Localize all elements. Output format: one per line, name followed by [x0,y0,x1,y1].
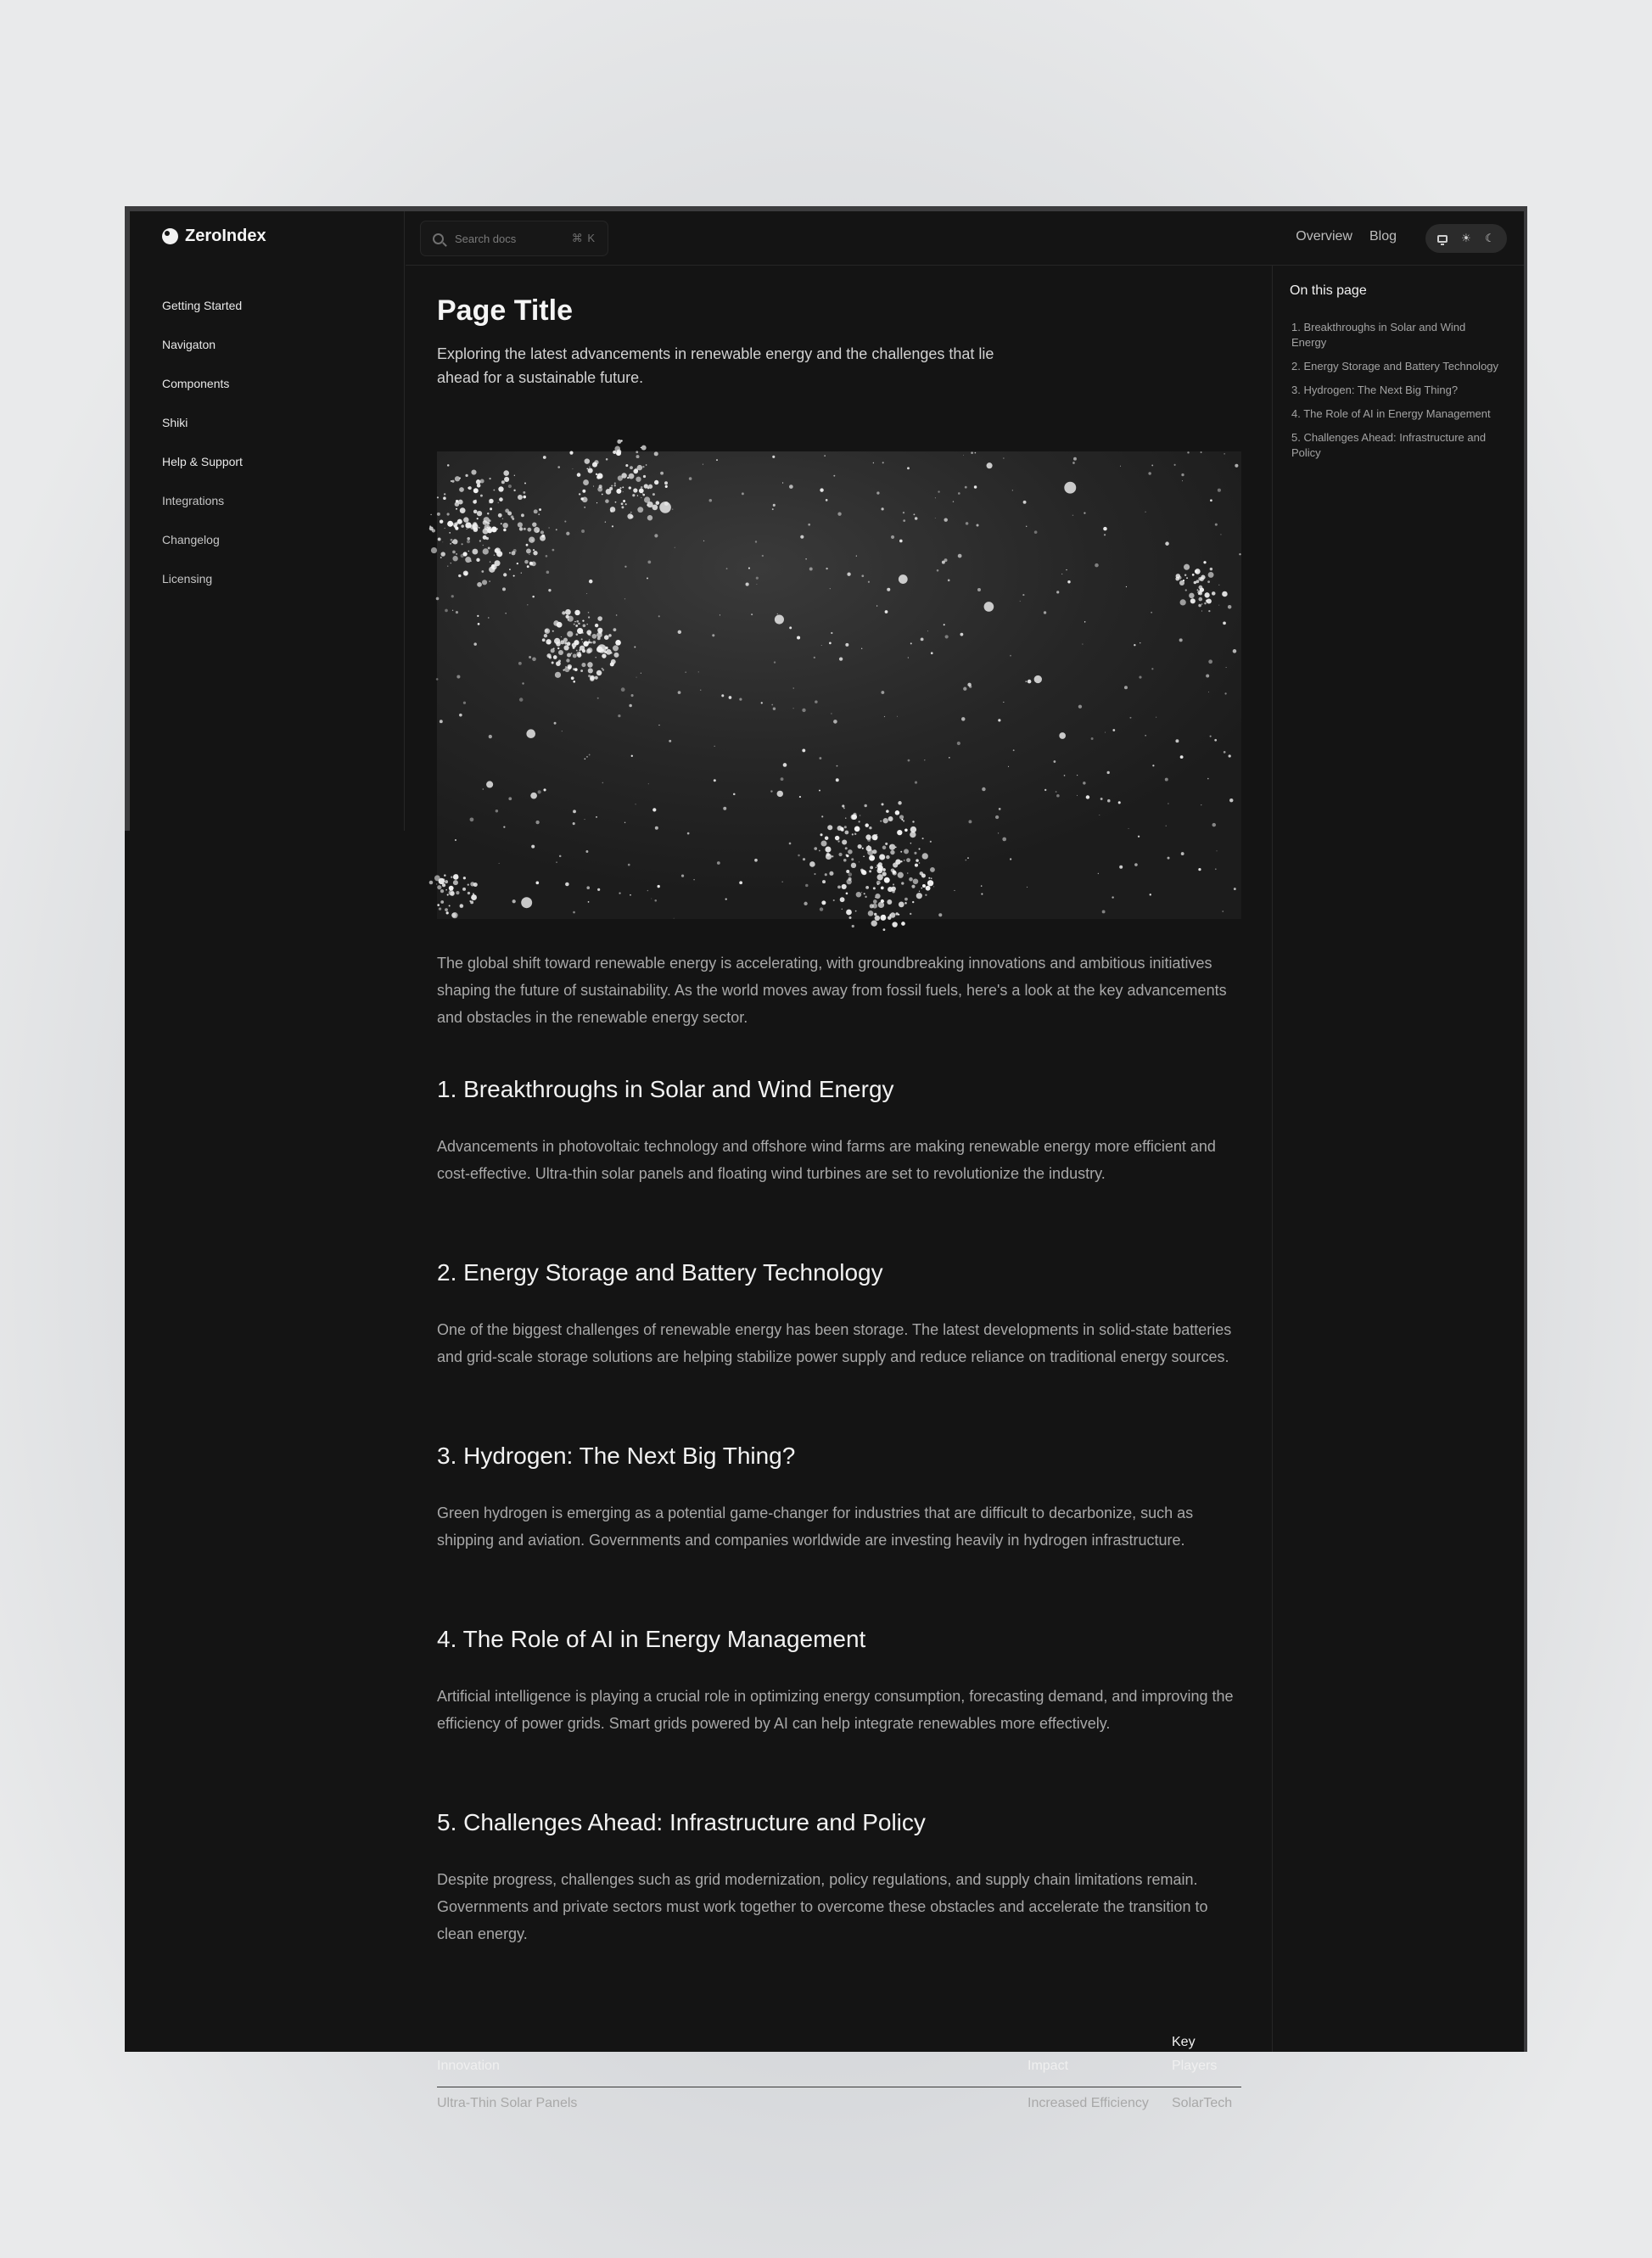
brand-name: ZeroIndex [185,227,266,245]
page-lede: Exploring the latest advancements in renewable energy and the challenges that lie ahead for a sustainable future. [437,345,994,386]
table-of-contents [1272,266,1524,2052]
intro-paragraph: The global shift toward renewable energy is accelerating, with groundbreaking innovations and ambitious initiatives shaping the future of sustainability. As the world moves away from fossil fuels, here's a look at the key advancements and obstacles in the renewable energy sector. [437,955,1227,1026]
moon-icon: ☾ [1485,232,1495,244]
sidebar-item-changelog[interactable]: Changelog [162,533,220,546]
monitor-icon [1437,235,1448,243]
section-heading-5: 5. Challenges Ahead: Infrastructure and Policy [437,1809,926,1835]
table-cell: Increased Efficiency [1028,2096,1149,2110]
sidebar-item-help-support[interactable]: Help & Support [162,455,243,468]
sidebar-item-shiki[interactable]: Shiki [162,416,188,429]
top-nav [1296,229,1397,244]
sidebar-item-components[interactable]: Components [162,377,230,390]
toc-item-3[interactable]: 3. Hydrogen: The Next Big Thing? [1291,384,1459,396]
toc-item-5[interactable]: 5. Challenges Ahead: Infrastructure and Policy [1291,431,1487,459]
search-icon [433,233,444,244]
toc-item-1[interactable]: 1. Breakthroughs in Solar and Wind Energy [1291,321,1466,349]
toc-list [1291,320,1499,469]
sidebar-item-licensing[interactable]: Licensing [162,572,213,586]
theme-dark-button[interactable] [1480,228,1500,249]
sidebar-item-getting-started[interactable]: Getting Started [162,299,243,312]
hero-image [437,451,1241,919]
section-body-3: Green hydrogen is emerging as a potential game-changer for industries that are difficult to decarbonize, such as shipping and aviation. Governments and companies worldwide are investing heavily in hydrogen infrastructure. [437,1504,1194,1549]
theme-toggle [1425,224,1507,253]
toc-item-4[interactable]: 4. The Role of AI in Energy Management [1291,407,1491,420]
logo-circle-icon [162,228,178,244]
innovation-table [437,2031,1241,2111]
theme-system-button[interactable] [1432,228,1453,249]
sidebar-item-navigaton[interactable]: Navigaton [162,338,216,351]
theme-light-button[interactable] [1456,228,1476,249]
search-placeholder: Search docs [455,232,517,245]
section-body-1: Advancements in photovoltaic technology and offshore wind farms are making renewable energy more efficient and cost-effective. Ultra-thin solar panels and floating wind turbines are set to revolutionize the industry. [437,1138,1216,1182]
sidebar-nav [162,299,243,611]
table-header-impact: Impact [1028,2031,1172,2087]
section-body-5: Despite progress, challenges such as grid modernization, policy regulations, and supply chain limitations remain. Governments and private sectors must work together to overcome these obstacles and accelerate the transition to clean energy. [437,1871,1208,1942]
table-header-key-players: Key Players [1172,2031,1241,2087]
table-cell: SolarTech [1172,2096,1233,2110]
search-shortcut: ⌘ K [571,232,596,244]
speckled-texture-image [437,451,1241,919]
sidebar-item-integrations[interactable]: Integrations [162,494,225,507]
toc-title: On this page [1290,283,1367,298]
section-heading-3: 3. Hydrogen: The Next Big Thing? [437,1443,796,1469]
table-row [437,2087,1241,2112]
blog-link[interactable]: Blog [1369,229,1397,244]
toc-item-2[interactable]: 2. Energy Storage and Battery Technology [1291,360,1499,373]
section-body-4: Artificial intelligence is playing a crucial role in optimizing energy consumption, forecasting demand, and improving the efficiency of power grids. Smart grids powered by AI can help integrate renewables more effectively. [437,1688,1234,1732]
section-heading-2: 2. Energy Storage and Battery Technology [437,1259,883,1286]
brand[interactable] [162,227,266,246]
app-window [125,206,1527,2110]
top-bar [406,211,1524,266]
section-body-2: One of the biggest challenges of renewable energy has been storage. The latest developments in solid-state batteries and grid-scale storage solutions are helping stabilize power supply and reduce reliance on traditional energy sources. [437,1321,1232,1365]
table-cell: Ultra-Thin Solar Panels [437,2096,578,2110]
table-header-row [437,2031,1241,2087]
sun-icon: ☀ [1461,232,1471,244]
section-heading-4: 4. The Role of AI in Energy Management [437,1626,866,1652]
table-header-innovation: Innovation [437,2031,1028,2087]
search-input[interactable] [420,221,608,256]
section-heading-1: 1. Breakthroughs in Solar and Wind Energy [437,1076,894,1102]
page-title: Page Title [437,294,573,327]
sidebar [130,211,405,831]
overview-link[interactable]: Overview [1296,229,1352,244]
